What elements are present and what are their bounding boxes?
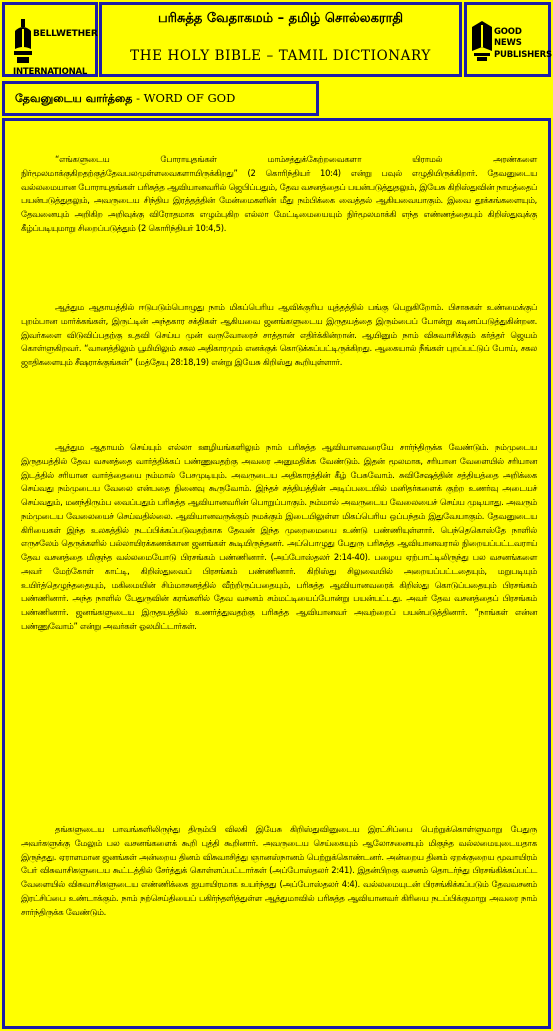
paragraph-3: ஆத்தும ஆதாயம் செய்யும் எல்லா ஊழியங்களிலும் நாம் பரிசுத்த ஆவியானவரையே சார்ந்திருக்க வேண்டும். நம்முடைய இருதயத்தில் தேவ வசனத்தை வார்த்திக்கப் பண்ணுவதற்கு அவரை அனுமதிக்க வேண்டும். இதன் மூலமாக, சரியான வேளையில் சரியான இடத்தில் சரியான வார்த்தையை நம்மால் பேசமுடியும். அவருடைய அதிகாரத்தின் கீழ் பேசுவோம். சுவிசேஷத்தின் சத்தியத்தை அறிக்கை செய்வது நம்முடைய வேலை என்பதை நினைவு கூருவோம். இந்தச் சத்தியத்தின் அடிப்படையில் மனிதர்களைக் குற்ற உணர்வு அடையச் செய்வதும், மனந்திரும்ப வைப்பதும் பரிசுத்த ஆவியானவரின் பொறுப்பாகும். நம்மால் அவருடைய வேலையைச் செய்ய முடியாது. அவரும் நம்முடைய வேலையைச் செய்வதில்லை. ஆவியானவருக்கும் நமக்கும் இடையிலுள்ள மிகப்பெரிய ஒப்பந்தம் இதுவேயாகும். தேவனுடைய கிரியைகள் இந்த உலகத்தில் நடப்பிக்கப்படுவதற்காக தேவன் இந்த முறைமையை உண்டு பண்ணியுள்ளார். பெந்தெகொஸ்தே நாளில் எருசலேம் தெருக்களில் பல்லாயிரக்கணக்கான ஜனங்கள் கூடியிருந்தனர். அப்பொழுது பேதுரு பரிசுத்த ஆவியானவரால் நிறையப்பட்டவராய் தேவ வசனத்தை மிகுந்த வல்லமையோடு பிரசங்கம் பண்ணினார். (அப்போஸ்தலர் 2:14-40). பழைய ஏற்பாட்டிலிருந்து பல வசனங்களை அவர் மேற்கோள் காட்டி, கிறிஸ்துவைப் பிரசங்கம் பண்ணினார். கிறிஸ்து சிலுவையில் அறையப்பட்டதையும், மறுபடியும் உயிர்த்தெழுந்ததையும், மகிமையின் சிம்மாசனத்தில் வீற்றிருப்பதையும், பரிசுத்த ஆவியானவரைக் கிறிஸ்து கொடுப்பதையும் பிரசங்கம் பண்ணினார். அந்த நாளில் பேதுருவின் கரங்களில் தேவ வசனம் சம்மட்டியைப்போன்று பயன்பட்டது. அவர் தேவ வசனத்தைப் பிரசங்கம் பண்ணினார். ஜனங்களுடைய இருதயத்தில் உணர்த்துவதற்கு பரிசுத்த ஆவியானவர் அவற்றைப் பயன்படுத்தினார். “நாங்கள் என்ன பண்ணுவோம்” என்று அவர்கள் ஓலமிட்டார்கள். (21, 442, 537, 631)
open-book-icon (472, 21, 492, 61)
right-logo-line1: GOOD NEWS (494, 27, 522, 48)
publisher-logo-left (2, 2, 98, 77)
left-logo-line1: BELLWETHER (33, 29, 98, 39)
left-logo-line2: INTERNATIONAL (13, 67, 88, 77)
title-tamil: பரிசுத்த வேதாகமம் – தமிழ் சொல்லகராதி (157, 11, 404, 26)
right-logo-line2: PUBLISHERS (494, 50, 552, 60)
paragraph-4: தங்களுடைய பாவங்களிலிருந்து திரும்பி விலகி இயேசு கிறிஸ்துவினுடைய இரட்சிப்பை பெற்றுக்கொள்ளுமாறு பேதுரு அவர்களுக்கு மேலும் பல வசனங்களைக் கூறி புத்தி கூறினார். அவருடைய செய்கையும் ஆலோசனையும் மிகுந்த வல்லமையுடையதாக இருந்தது. ஏராளமான ஜனங்கள் அன்றைய தினம் விசுவாசித்து ஞானஸ்நானம் பெற்றுக்கொண்டனர். அன்றைய தினம் ஏறக்குறைய மூவாயிரம் பேர் விசுவாசிகளுடைய கூட்டத்தில் சேர்த்துக் கொள்ளப்பட்டார்கள் (அப்போஸ்தலர் 2:41). இதன்பிறகு வசனம் தொடர்ந்து பிரசங்கிக்கப்பட்ட வேளையில் விசுவாசிகளுடைய எண்ணிக்கை ஐயாயிரமாக உயர்ந்தது (அப்போஸ்தலர் 4:4). வல்லமையுடன் பிரசங்கிக்கப்படும் தேவவசனம் இரட்சிப்பை உண்டாக்கும். நாம் நற்செய்தியைப் பகிர்ந்தளித்துள்ள ஆத்துமாவில் பரிசுத்த ஆவியானவர் கிரியை நடப்பிக்குமாறு அவரை நாம் சார்ந்திருக்க வேண்டும். (21, 824, 537, 917)
section-label-english: - WORD OF GOD (132, 91, 236, 105)
publisher-logo-right (464, 2, 551, 77)
section-label-tamil: தேவனுடைய வார்த்தை (15, 92, 133, 105)
paragraph-1: “எங்களுடைய போராயுதங்கள் மாம்சத்துக்கேற்றவைகளா யிராமல் அரண்களை நிர்மூலமாக்குகிறதற்குத்தேவபலமுள்ளவைகளாயிருக்கிறது” (2 கொரிந்தியர் 10:4) என்று பவுல் எழுதியிருக்கிறார். தேவனுடைய வல்லமையான போராயுதங்கள் பரிசுத்த ஆவியானவரில் ஜெபிப்பதும், தேவ வசனத்தைப் பயன்படுத்துதலும், இயேசு கிறிஸ்துவின் நாமத்தைப் பயன்படுத்துதலும், அவருடைய சிந்திய இரத்தத்தின் மேன்மைகளின் மீது நம்பிக்கை வைத்தல் ஆகியவையாகும். இவை தூக்கங்களையும், தேவனையும் அறிகிற அறிவுக்கு விரோதமாக எழும்புகிற எல்லா மேட்டிமையையும் நிர்மூலமாக்கி எந்த எண்ணத்தையும் கிறிஸ்துவுக்கு கீழ்ப்படியுமாறு சிறைப்படுத்தும் (2 கொரிந்தியர் 10:4,5). (21, 154, 537, 233)
paragraph-2: ஆத்தும ஆதாயத்தில் ஈடுபடும்பொழுது நாம் மிகப்பெரிய ஆவிக்குரிய யுத்தத்தில் பங்கு பெறுகிறோம். பிசாசுகள் உண்மைக்குப் புறம்பான மார்க்கங்கள், இருட்டின் அந்தகார சக்திகள் ஆகியவை ஜனங்களுடைய இருதயத்தை இரும்பைப் போன்று கடினப்படுத்துகின்றன. இவர்களை விடுவிப்பதற்கு உதவி செய்ய முன் வருவோரைச் சாத்தான் எதிர்க்கின்றான். ஆயினும் நாம் விசுவாசிக்கும் கர்த்தர் ஜெயம் கொள்ளுகிறவர். “வானத்திலும் பூமியிலும் சகல அதிகாரமும் எனக்குக் கொடுக்கப்பட்டிருக்கிறது. ஆகையால் நீங்கள் புறப்பட்டுப் போய், சகல ஜாதிகளையும் சீஷராக்குங்கள்” (மத்தேயு 28:18,19) என்று இயேசு கிறிஸ்து கூறியுள்ளார். (21, 302, 537, 367)
bell-book-icon (12, 19, 34, 65)
article-body (2, 118, 551, 1029)
section-label-box (2, 81, 319, 116)
header-title-box (99, 2, 462, 77)
title-english: THE HOLY BIBLE – TAMIL DICTIONARY (130, 48, 431, 64)
section-label (15, 91, 235, 107)
